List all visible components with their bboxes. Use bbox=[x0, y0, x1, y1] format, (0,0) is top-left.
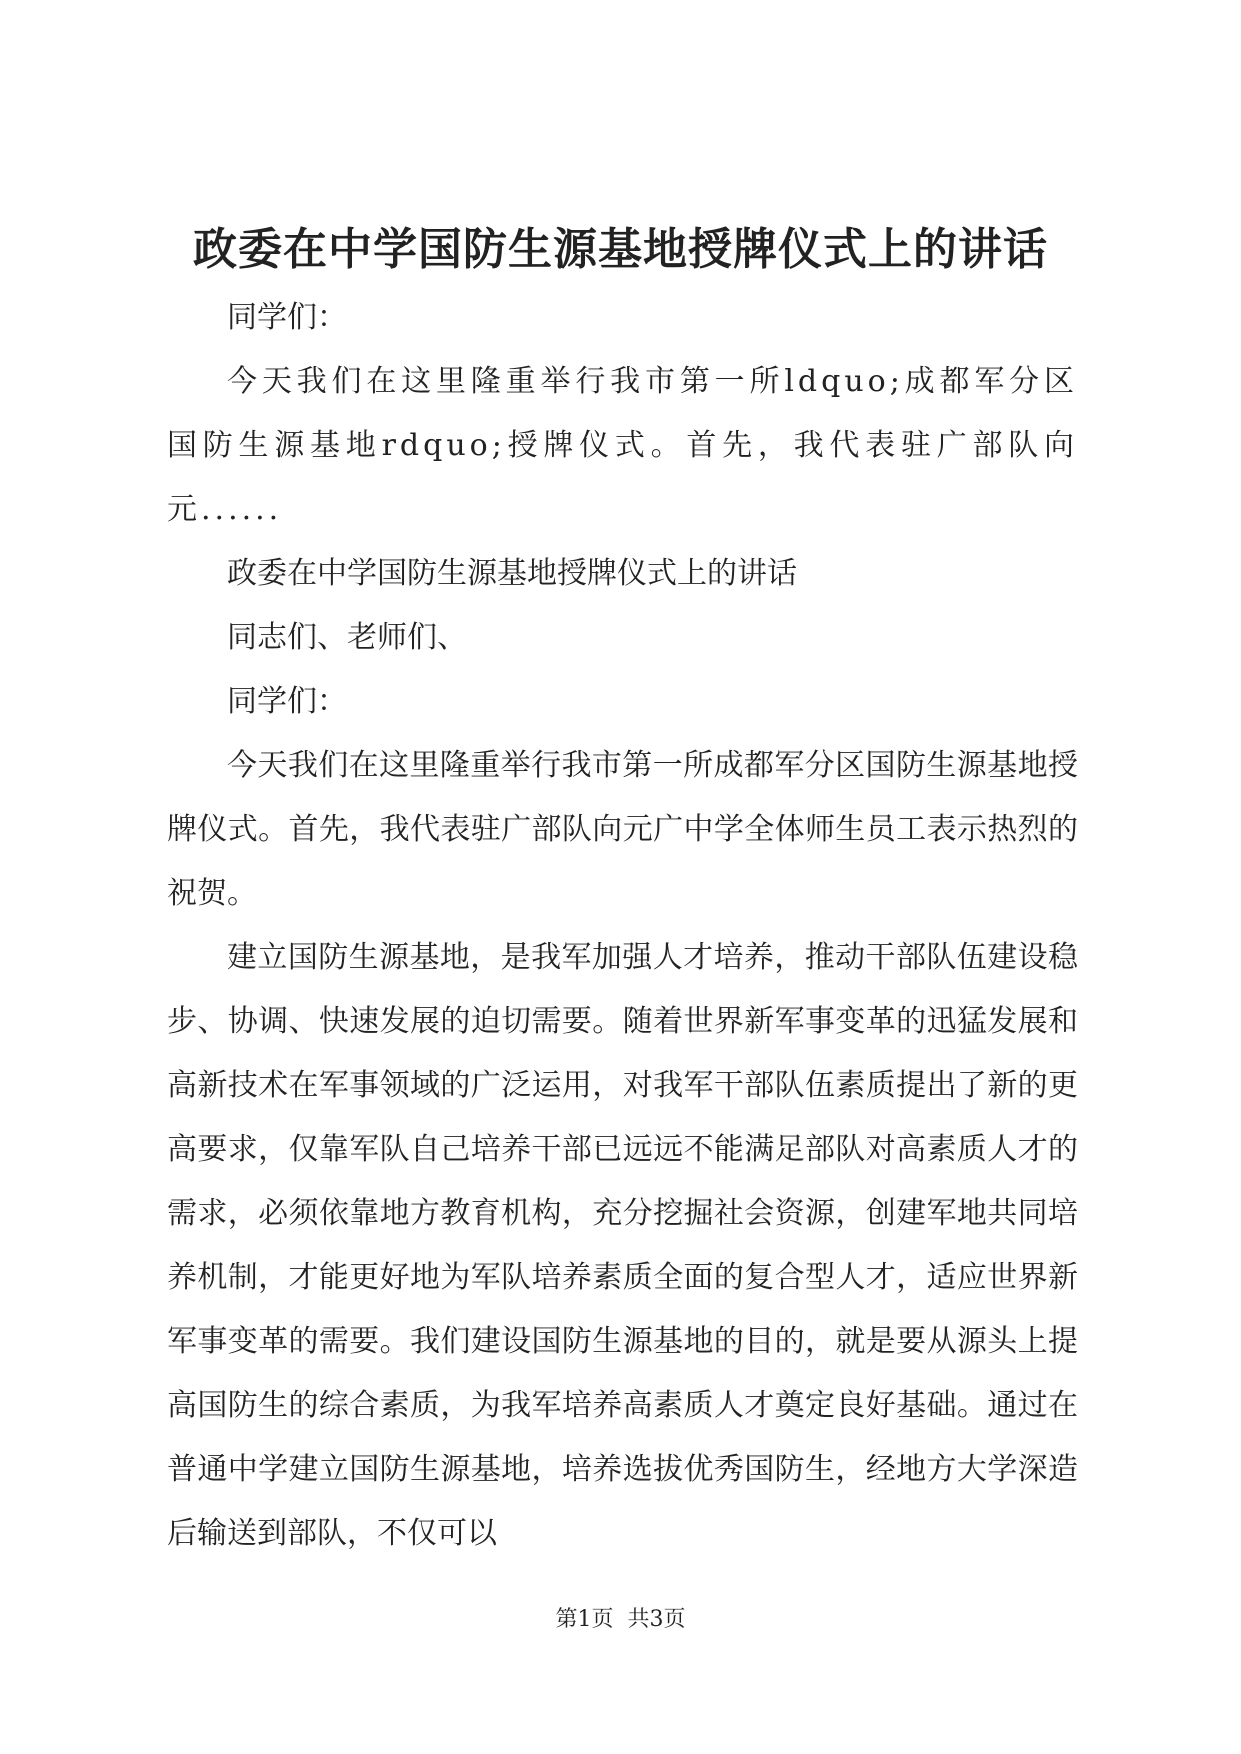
paragraph-summary: 今天我们在这里隆重举行我市第一所ldquo;成都军分区国防生源基地rdquo;授牌仪式。首先，我代表驻广部队向元...... bbox=[167, 364, 1078, 527]
paragraph-repeat-title: 政委在中学国防生源基地授牌仪式上的讲话 bbox=[227, 556, 797, 591]
footer-page-suffix: 页 bbox=[663, 1607, 686, 1632]
footer-page-mid: 页 共 bbox=[591, 1607, 650, 1632]
paragraph-opening: 今天我们在这里隆重举行我市第一所成都军分区国防生源基地授牌仪式。首先，我代表驻广部队向元广中学全体师生员工表示热烈的祝贺。 bbox=[167, 748, 1078, 911]
paragraph-salutation: 同志们、老师们、 bbox=[227, 620, 467, 655]
footer-page-prefix: 第 bbox=[555, 1607, 578, 1632]
paragraph-greeting: 同学们： bbox=[227, 300, 347, 335]
page-footer bbox=[0, 1604, 1241, 1636]
paragraph-greeting-students: 同学们： bbox=[227, 684, 347, 719]
document-title: 政委在中学国防生源基地授牌仪式上的讲话 bbox=[193, 224, 1048, 275]
paragraph-main: 建立国防生源基地，是我军加强人才培养，推动干部队伍建设稳步、协调、快速发展的迫切需要。随着世界新军事变革的迅猛发展和高新技术在军事领域的广泛运用，对我军干部队伍素质提出了新的更高要求，仅靠军队自己培养干部已远远不能满足部队对高素质人才的需求，必须依靠地方教育机构，充分挖掘社会资源，创建军地共同培养机制，才能更好地为军队培养素质全面的复合型人才，适应世界新军事变革的需要。我们建设国防生源基地的目的，就是要从源头上提高国防生的综合素质，为我军培养高素质人才奠定良好基础。通过在普通中学建立国防生源基地，培养选拔优秀国防生，经地方大学深造后输送到部队，不仅可以 bbox=[167, 940, 1078, 1551]
footer-page-total: 3 bbox=[649, 1607, 664, 1632]
document-body bbox=[167, 286, 1078, 1566]
footer-page-current: 1 bbox=[577, 1607, 592, 1632]
